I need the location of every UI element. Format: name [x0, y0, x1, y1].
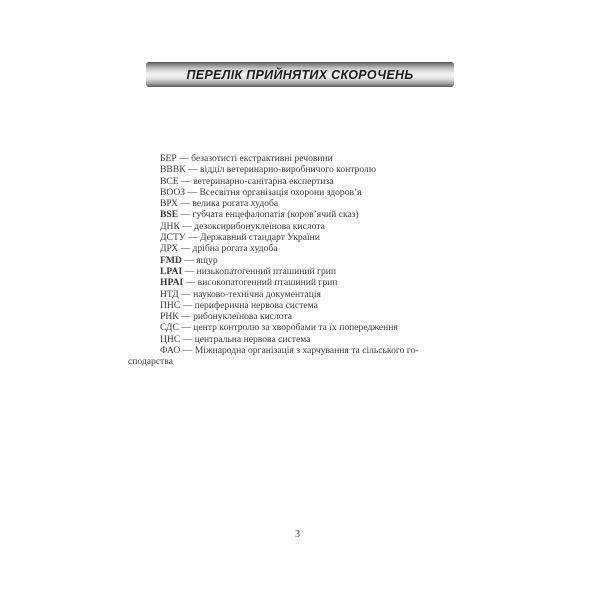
abbreviation-entry: РНК — рибонуклеїнова кислота — [160, 311, 293, 323]
abbreviation-term: РНК — [160, 311, 179, 323]
abbreviation-term: БЕР — [160, 153, 177, 164]
abbreviation-entry: ВВВК — відділ ветеринарно-виробничого контролю — [160, 164, 376, 176]
abbreviation-definition: губчата енцефалопатія (коров’ячий сказ) — [192, 209, 359, 221]
abbreviation-definition: ящур — [196, 254, 218, 266]
abbreviation-definition: центральна нервова система — [194, 333, 311, 345]
abbreviation-definition: велика рогата худоба — [192, 198, 279, 210]
page-number: 3 — [295, 529, 300, 540]
abbreviation-term: ЦНС — [160, 333, 181, 345]
abbreviation-term: СДС — [160, 322, 179, 334]
abbreviation-definition: ветеринарно-санітарна експертиза — [193, 175, 334, 187]
abbreviation-term: HPAI — [160, 277, 184, 289]
abbreviation-definition: високопатогенний пташиний грип — [197, 277, 338, 289]
abbreviation-term: ДРХ — [160, 243, 179, 255]
abbreviation-entry: СДС — центр контролю за хворобами та їх попередження — [160, 322, 398, 334]
abbreviation-entry: BSE — губчата енцефалопатія (коров’ячий сказ) — [160, 209, 359, 221]
abbreviation-entry: LPAI — низькопатогенний пташиний грип — [160, 265, 337, 277]
abbreviation-entry: FMD — ящур — [160, 254, 218, 266]
abbreviation-entry: БЕР — безазотисті екстрактивні речовини — [160, 153, 333, 164]
abbreviation-entry: HPAI — високопатогенний пташиний грип — [160, 277, 338, 289]
abbreviation-definition: низькопатогенний пташиний грип — [196, 265, 337, 277]
abbreviation-entry: ВСЕ — ветеринарно-санітарна експертиза — [160, 175, 334, 187]
abbreviation-entry: ЦНС — центральна нервова система — [160, 333, 311, 345]
abbreviation-term: ВООЗ — [160, 186, 186, 198]
abbreviation-definition: Всесвітня організація охорони здоров’я — [199, 186, 362, 198]
abbreviation-definition: дрібна рогата худоба — [192, 243, 278, 255]
abbreviation-definition: Міжнародна організація з харчування та сільського го- — [194, 345, 419, 357]
section-header-banner — [146, 62, 454, 87]
abbreviation-definition: відділ ветеринарно-виробничого контролю — [200, 164, 376, 176]
abbreviation-entry: ДРХ — дрібна рогата худоба — [160, 243, 278, 255]
abbreviation-term: ВРХ — [160, 198, 178, 210]
abbreviation-entry: ДНК — дезоксирибонуклеїнова кислота — [160, 220, 325, 232]
abbreviation-definition-continuation: сподарства — [128, 356, 173, 368]
abbreviation-entry: ДСТУ — Державний стандарт України — [160, 232, 320, 244]
abbreviation-term: ФАО — [160, 345, 181, 357]
abbreviation-definition: периферична нервова система — [194, 299, 318, 311]
abbreviation-entry: НТД — науково-технічна документація — [160, 288, 321, 300]
abbreviation-term: ПНС — [160, 299, 181, 311]
abbreviation-term: LPAI — [160, 265, 183, 277]
abbreviation-term: FMD — [160, 254, 182, 266]
abbreviation-term: НТД — [160, 288, 179, 300]
abbreviation-entry: ПНС — периферична нервова система — [160, 299, 318, 311]
abbreviation-term: ВВВК — [160, 164, 186, 176]
abbreviation-definition: безазотисті екстрактивні речовини — [191, 153, 333, 164]
abbreviation-term: ДСТУ — [160, 232, 186, 244]
abbreviation-definition: науково-технічна документація — [193, 288, 321, 300]
abbreviation-entry: ВООЗ — Всесвітня організація охорони здоров’я — [160, 186, 362, 198]
abbreviations-list — [128, 153, 476, 368]
abbreviation-term: ДНК — [160, 220, 180, 232]
abbreviation-definition: Державний стандарт України — [200, 232, 320, 244]
abbreviation-definition: рибонуклеїнова кислота — [193, 311, 293, 323]
abbreviation-entry: ФАО — Міжнародна організація з харчування та сільського го- сподарства — [128, 345, 419, 368]
abbreviation-entry: ВРХ — велика рогата худоба — [160, 198, 279, 210]
abbreviation-definition: центр контролю за хворобами та їх попередження — [193, 322, 398, 334]
abbreviation-term: BSE — [160, 209, 179, 221]
abbreviation-definition: дезоксирибонуклеїнова кислота — [194, 220, 325, 232]
abbreviation-term: ВСЕ — [160, 175, 179, 187]
section-title: ПЕРЕЛІК ПРИЙНЯТИХ СКОРОЧЕНЬ — [186, 67, 414, 82]
